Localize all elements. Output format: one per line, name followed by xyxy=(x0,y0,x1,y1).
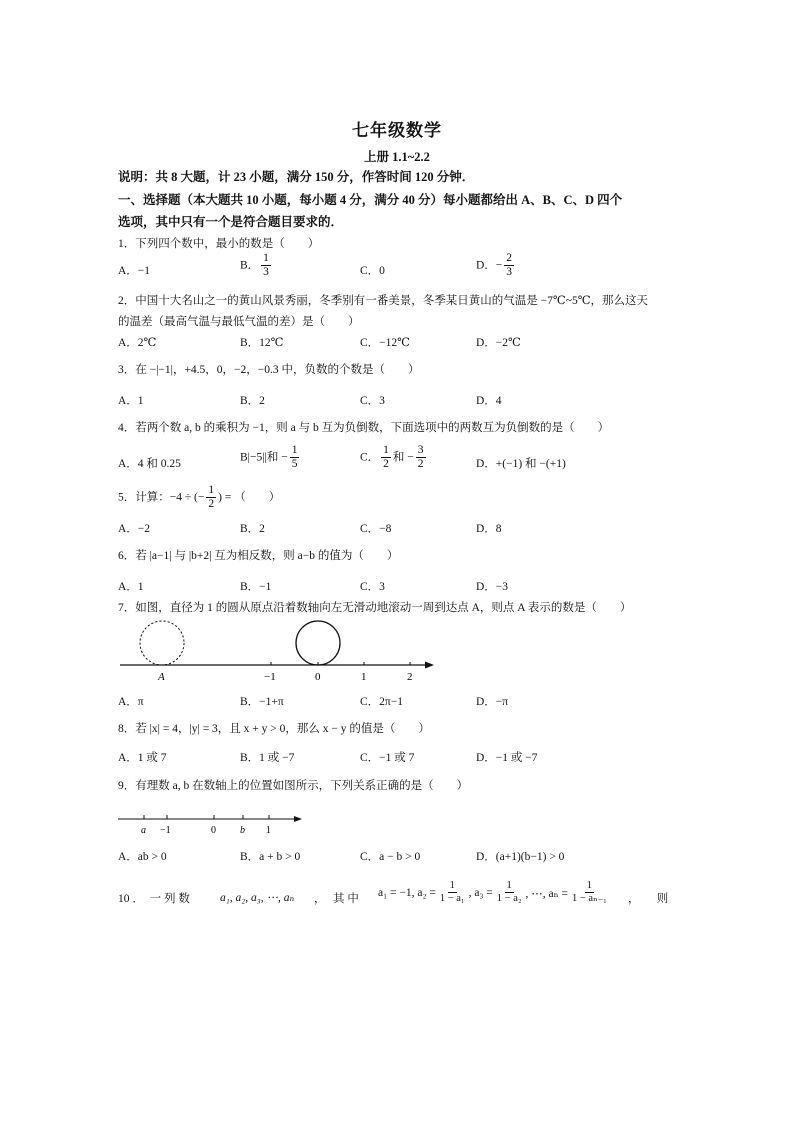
q3-option-d: D．4 xyxy=(476,395,502,407)
q6-option-c: C．3 xyxy=(360,581,385,593)
q5-numerator: 1 xyxy=(206,484,216,498)
page-title: 七年级数学 xyxy=(352,121,442,140)
q4-c-mid: 和 − xyxy=(392,451,414,464)
page-subtitle: 上册 1.1~2.2 xyxy=(364,150,430,164)
q8-option-c: C．−1 或 7 xyxy=(360,752,415,764)
q10-def3: , ⋯, aₙ = xyxy=(525,887,568,900)
q3-option-c: C．3 xyxy=(360,395,385,407)
instructions: 说明：共 8 大题，计 23 小题，满分 150 分，作答时间 120 分钟． xyxy=(118,170,475,184)
q5-option-d: D．8 xyxy=(476,523,502,535)
q3-option-a: A．1 xyxy=(118,395,144,407)
q4-b-denominator: 5 xyxy=(291,458,298,471)
q5-fraction xyxy=(206,484,216,511)
q3-option-b: B．2 xyxy=(240,395,265,407)
q4-option-c xyxy=(360,444,428,471)
q4-option-a: A．4 和 0.25 xyxy=(118,458,181,470)
q7-solid-circle xyxy=(296,621,340,665)
q9-label-b: b xyxy=(240,825,245,836)
q5-option-c: C．−8 xyxy=(360,523,392,535)
q2-stem-line1: 2．中国十大名山之一的黄山风景秀丽，冬季别有一番美景，冬季某日黄山的气温是 −7℃~5℃，那么这天 xyxy=(118,295,649,307)
q8-stem: 8．若 |x| = 4，|y| = 3，且 x + y > 0，那么 x − y 的值是（ ） xyxy=(118,723,430,735)
q7-label-1: 1 xyxy=(361,671,367,683)
q9-axis-arrow xyxy=(294,816,302,822)
q7-axis-arrow xyxy=(425,662,434,669)
q10-f1-numerator: 1 xyxy=(448,880,457,893)
q8-option-b: B．1 或 −7 xyxy=(240,752,295,764)
section1-heading-line2: 选项，其中只有一个是符合题目要求的． xyxy=(118,215,344,229)
q6-option-d: D．−3 xyxy=(476,581,509,593)
q1-option-b xyxy=(240,252,273,279)
q10-def2: , a₃ = xyxy=(468,886,493,899)
q6-option-a: A．1 xyxy=(118,581,144,593)
q8-option-a: A．1 或 7 xyxy=(118,752,167,764)
q10-tail: ， 则 xyxy=(628,893,669,905)
q3-stem: 3．在 −|−1|，+4.5，0，−2，−0.3 中，负数的个数是（ ） xyxy=(118,364,420,376)
q4-c-prefix: C． xyxy=(360,451,380,464)
q7-number-line-figure xyxy=(116,618,446,686)
q10-definition xyxy=(378,880,611,905)
q9-label-0: 0 xyxy=(211,825,216,836)
q5-stem xyxy=(118,484,280,511)
q7-label-neg1: −1 xyxy=(264,671,276,683)
q4-b-numerator: 1 xyxy=(290,444,300,458)
q10-def1: a₁ = −1, a₂ = xyxy=(378,886,436,899)
q2-option-d: D．−2℃ xyxy=(476,337,521,349)
q9-label-neg1: −1 xyxy=(160,825,171,836)
q4-option-b xyxy=(240,444,301,471)
q7-label-a: A xyxy=(158,671,165,683)
q10-fraction2 xyxy=(495,880,524,905)
q2-option-a: A．2℃ xyxy=(118,337,157,349)
q7-label-0: 0 xyxy=(315,671,321,683)
q7-stem: 7．如图，直径为 1 的圆从原点沿着数轴向左无滑动地滚动一周到达点 A，则点 A 表示的数是（ ） xyxy=(118,602,632,614)
q7-label-2: 2 xyxy=(407,671,413,683)
q5-denominator: 2 xyxy=(208,498,215,511)
q10-f3-numerator: 1 xyxy=(585,880,594,893)
q10-mid: 其 中 xyxy=(333,893,359,905)
q9-label-1: 1 xyxy=(266,825,271,836)
q4-b-prefix: B|−5||和 − xyxy=(240,451,288,464)
q5-option-a: A．−2 xyxy=(118,523,151,535)
q2-stem-line2: 的温差（最高气温与最低气温的差）是（ ） xyxy=(118,316,360,328)
q9-option-a: A．ab > 0 xyxy=(118,851,167,863)
q7-option-b: B．−1+π xyxy=(240,696,284,708)
q10-prefix: 10 ． 一 列 数 xyxy=(118,893,190,905)
q10-f1-denominator: 1 − a₁ xyxy=(439,893,465,905)
q2-option-b: B．12℃ xyxy=(240,337,284,349)
q8-option-d: D．−1 或 −7 xyxy=(476,752,538,764)
q1-option-d xyxy=(476,252,516,279)
q5-option-b: B．2 xyxy=(240,523,265,535)
q7-option-d: D．−π xyxy=(476,696,509,708)
q1-option-c: C．0 xyxy=(360,265,385,277)
q1-b-prefix: B． xyxy=(240,259,260,272)
q6-option-b: B．−1 xyxy=(240,581,272,593)
q7-option-c: C．2π−1 xyxy=(360,696,403,708)
q6-stem: 6．若 |a−1| 与 |b+2| 互为相反数，则 a−b 的值为（ ） xyxy=(118,550,399,562)
q4-stem: 4．若两个数 a, b 的乘积为 −1，则 a 与 b 互为负倒数，下面选项中的两数互为负倒数的是（ ） xyxy=(118,422,610,434)
q7-dashed-circle xyxy=(140,621,184,665)
q2-option-c: C．−12℃ xyxy=(360,337,411,349)
q4-c-numerator1: 1 xyxy=(381,444,391,458)
q10-f2-numerator: 1 xyxy=(505,880,514,893)
q10-sequence: a₁, a₂, a₃, ⋯, aₙ xyxy=(220,892,295,904)
q1-b-denominator: 3 xyxy=(263,266,269,279)
q1-b-numerator: 1 xyxy=(261,252,271,266)
q10-fraction3 xyxy=(570,880,609,905)
q9-label-a: a xyxy=(141,825,146,836)
q5-stem-suffix: ) = （ ） xyxy=(218,491,281,504)
q1-d-fraction xyxy=(504,252,514,279)
q9-stem: 9．有理数 a, b 在数轴上的位置如图所示，下列关系正确的是（ ） xyxy=(118,780,469,792)
q9-number-line-figure xyxy=(116,808,308,838)
q4-option-d: D．+(−1) 和 −(+1) xyxy=(476,458,566,470)
q10-comma: ， xyxy=(314,893,326,905)
q10-f3-denominator: 1 − aₙ₋₁ xyxy=(572,893,607,905)
q1-stem: 1．下列四个数中，最小的数是（ ） xyxy=(118,238,320,250)
section1-heading-line1: 一、选择题（本大题共 10 小题，每小题 4 分，满分 40 分）每小题都给出 A、B、C、D 四个 xyxy=(118,193,623,207)
q1-d-prefix: D．− xyxy=(476,259,503,272)
q9-option-c: C．a − b > 0 xyxy=(360,851,421,863)
q4-c-numerator2: 3 xyxy=(416,444,426,458)
q4-c-fraction1 xyxy=(381,444,391,471)
q4-c-denominator2: 2 xyxy=(417,458,424,471)
q9-option-d: D．(a+1)(b−1) > 0 xyxy=(476,851,565,863)
q1-b-fraction xyxy=(261,252,271,279)
q10-f2-denominator: 1 − a₂ xyxy=(496,893,522,905)
q1-d-numerator: 2 xyxy=(504,252,514,266)
q1-option-a: A．−1 xyxy=(118,265,151,277)
q9-option-b: B．a + b > 0 xyxy=(240,851,301,863)
q7-option-a: A．π xyxy=(118,696,144,708)
q4-c-fraction2 xyxy=(416,444,426,471)
q5-stem-prefix: 5．计算：−4 ÷ (− xyxy=(118,491,205,504)
q4-c-denominator1: 2 xyxy=(383,458,389,471)
q4-b-fraction xyxy=(290,444,300,471)
q10-fraction1 xyxy=(438,880,467,905)
q1-d-denominator: 3 xyxy=(506,266,513,279)
